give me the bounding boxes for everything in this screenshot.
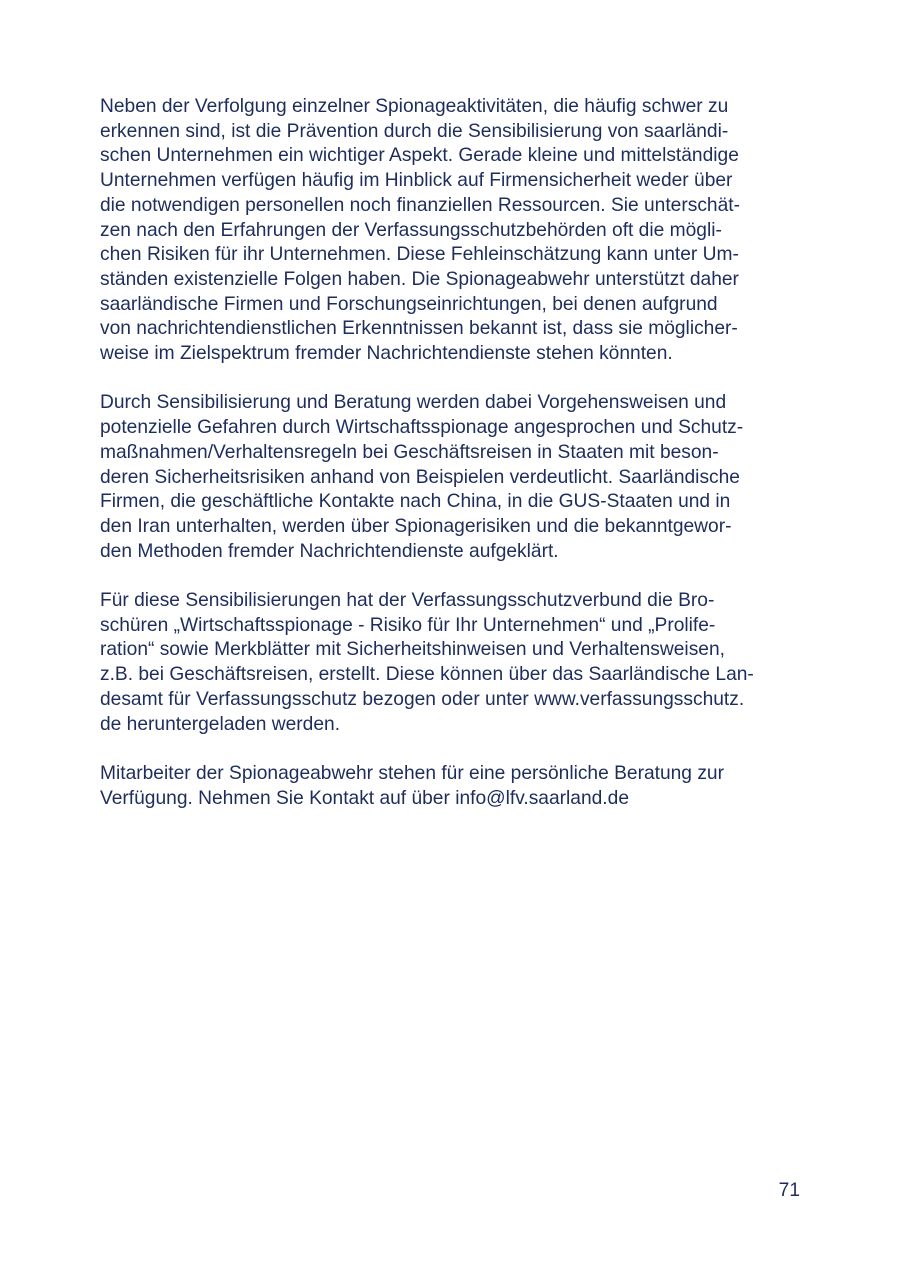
paragraph-prevention	[100, 95, 802, 367]
body-text	[100, 95, 802, 811]
text-line: ration“ sowie Merkblätter mit Sicherheitshinweisen und Verhaltensweisen,	[100, 639, 725, 661]
text-line: den Methoden fremder Nachrichtendienste aufgeklärt.	[100, 540, 559, 562]
text-line: Neben der Verfolgung einzelner Spionageaktivitäten, die häufig schwer zu	[100, 96, 729, 117]
text-line: Für diese Sensibilisierungen hat der Verfassungsschutzverbund die Bro-	[100, 590, 715, 612]
text-line: die notwendigen personellen noch finanziellen Ressourcen. Sie unterschät-	[100, 194, 740, 216]
paragraph-contact	[100, 762, 802, 811]
paragraph-awareness	[100, 391, 802, 564]
text-line: z.B. bei Geschäftsreisen, erstellt. Diese können über das Saarländische Lan-	[100, 664, 754, 686]
paragraph-spacer	[100, 564, 802, 589]
text-line: deren Sicherheitsrisiken anhand von Beispielen verdeutlicht. Saarländische	[100, 466, 740, 488]
text-line: erkennen sind, ist die Prävention durch die Sensibilisierung von saarländi-	[100, 120, 729, 142]
text-line: von nachrichtendienstlichen Erkenntnissen bekannt ist, dass sie möglicher-	[100, 318, 738, 340]
text-line: Durch Sensibilisierung und Beratung werden dabei Vorgehensweisen und	[100, 392, 727, 414]
text-line: desamt für Verfassungsschutz bezogen oder unter www.verfassungsschutz.	[100, 688, 745, 710]
text-line: de heruntergeladen werden.	[100, 713, 341, 735]
text-line: schüren „Wirtschaftsspionage - Risiko für Ihr Unternehmen“ und „Prolife-	[100, 614, 716, 636]
text-line: den Iran unterhalten, werden über Spionagerisiken und die bekanntgewor-	[100, 515, 732, 537]
text-line: chen Risiken für ihr Unternehmen. Diese Fehleinschätzung kann unter Um-	[100, 244, 739, 266]
text-line: Mitarbeiter der Spionageabwehr stehen für eine persönliche Beratung zur	[100, 762, 724, 784]
page-number: 71	[778, 1180, 800, 1201]
text-line: zen nach den Erfahrungen der Verfassungsschutzbehörden oft die mögli-	[100, 219, 722, 241]
text-line: schen Unternehmen ein wichtiger Aspekt. Gerade kleine und mittelständige	[100, 145, 739, 167]
text-line: ständen existenzielle Folgen haben. Die Spionageabwehr unterstützt daher	[100, 268, 739, 290]
text-line: maßnahmen/Verhaltensregeln bei Geschäftsreisen in Staaten mit beson-	[100, 441, 719, 463]
text-line: potenzielle Gefahren durch Wirtschaftsspionage angesprochen und Schutz-	[100, 417, 744, 439]
paragraph-brochures	[100, 589, 802, 737]
paragraph-spacer	[100, 737, 802, 762]
text-line: weise im Zielspektrum fremder Nachrichtendienste stehen könnten.	[100, 343, 673, 365]
text-line: saarländische Firmen und Forschungseinrichtungen, bei denen aufgrund	[100, 293, 718, 315]
paragraph-spacer	[100, 367, 802, 392]
text-line: Unternehmen verfügen häufig im Hinblick auf Firmensicherheit weder über	[100, 170, 733, 192]
text-line: Verfügung. Nehmen Sie Kontakt auf über info@lfv.saarland.de	[100, 787, 629, 809]
text-line: Firmen, die geschäftliche Kontakte nach China, in die GUS-Staaten und in	[100, 491, 731, 513]
